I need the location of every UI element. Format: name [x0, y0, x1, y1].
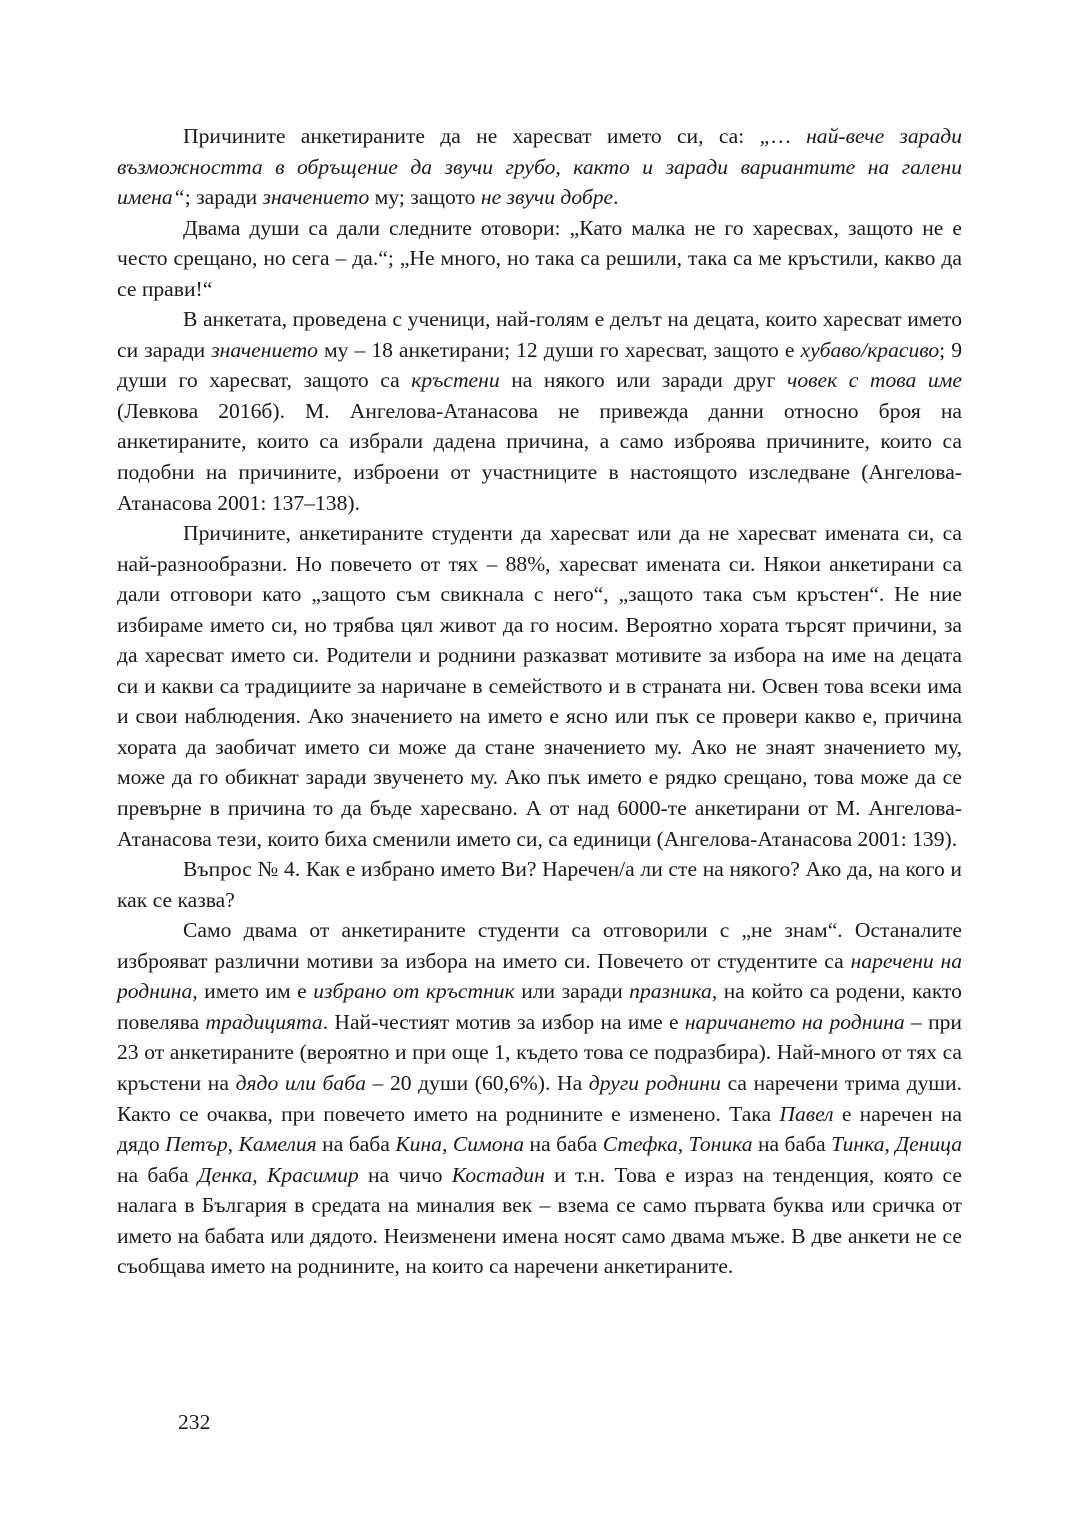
italic-run: не звучи добре: [480, 185, 614, 210]
italic-run: човек с това име: [787, 368, 963, 393]
paragraph: [117, 915, 962, 1282]
text-run: , името им е: [192, 979, 314, 1004]
text-run: – при 23 от анкетираните (вероятно и при още 1, където това се подразбира). Най-много от тях са кръстени на: [117, 1009, 962, 1095]
italic-run: хубаво/красиво: [800, 337, 940, 362]
text-run: – 20 души (60,6%). На: [365, 1070, 589, 1095]
text-run: Въпрос № 4. Как е избрано името Ви? Наречен/а ли сте на някого? Ако да, на кого и как се казва?: [117, 857, 962, 912]
text-run: на чичо: [358, 1162, 452, 1187]
italic-run: Петър: [165, 1132, 228, 1157]
paragraph: [117, 854, 962, 915]
text-run: .: [613, 185, 619, 210]
text-run: , на който са родени, както повелява: [117, 979, 962, 1034]
paragraph: [117, 121, 962, 213]
body-text: [117, 121, 962, 1282]
text-run: на някого или заради друг: [499, 368, 788, 393]
text-run: Двама души са дали следните отовори: „Като малка не го харесвах, защото не е често срещано, но сега – да.“; „Не много, но така са решили, така са ме кръстили, какво да се прави!“: [117, 215, 962, 301]
text-run: Причините, анкетираните студенти да харесват или да не харесват имената си, са най-разнообразни. Но повечето от тях – 88%, харесват имената си. Някои анкетирани са дали отговори като „защото съм свикнала с него“, „защото така съм кръстен“. Не ние избираме името си, но трябва цял живот да го носим. Вероятно хората търсят причини, за да харесват името си. Родители и роднини разказват мотивите за избора на име на децата си и какви са традициите за наричане в семейството и в страната ни. Освен това всеки има и свои наблюдения. Ако значението на името е ясно или пък се провери какво е, причина хората да заобичат името си може да стане значението му. Ако не знаят значението му, може да го обикнат заради звученето му. Ако пък името е рядко срещано, това може да се превърне в причина то да бъде харесвано. А от над 6000-те анкетирани от М. Ангелова-Атанасова тези, които биха сменили името си, са единици (Ангелова-Атанасова 2001: 139).: [117, 521, 962, 851]
text-run: на баба: [524, 1132, 603, 1157]
page-number: 232: [178, 1410, 211, 1434]
italic-run: наричането на роднина: [684, 1009, 905, 1034]
italic-run: Кина: [395, 1132, 442, 1157]
text-run: Само двама от анкетираните студенти са отговорили с „не знам“. Останалите изброяват различни мотиви за избора на името си. Повечето от студентите са: [117, 918, 962, 973]
text-run: на баба: [752, 1132, 832, 1157]
italic-run: Камелия: [238, 1132, 317, 1157]
italic-run: Тоника: [688, 1132, 753, 1157]
italic-run: кръстени: [411, 368, 500, 393]
paragraph: [117, 304, 962, 518]
italic-run: „… най-вече заради възможността в обръщение да звучи грубо, както и заради вариантите на галени имена“: [117, 124, 962, 210]
italic-run: дядо или баба: [235, 1070, 366, 1095]
italic-run: Костадин: [451, 1162, 545, 1187]
italic-run: Тинка: [831, 1132, 885, 1157]
italic-run: Денка: [197, 1162, 253, 1187]
italic-run: традицията: [205, 1009, 323, 1034]
italic-run: празника: [629, 979, 712, 1004]
italic-run: Павел: [779, 1101, 834, 1126]
text-run: ; 9 души го харесват, защото са: [117, 337, 962, 393]
italic-run: избрано от кръстник: [313, 979, 515, 1004]
text-run: ; заради: [184, 185, 263, 210]
text-run: Причините анкетираните да не харесват името си, са:: [183, 124, 760, 148]
text-run: му; защото: [369, 185, 481, 210]
text-run: ,: [227, 1132, 239, 1157]
text-run: В анкетата, проведена с ученици, най-голям е делът на децата, които харесват името си заради: [117, 307, 962, 362]
italic-run: Деница: [895, 1132, 963, 1157]
text-run: е наречен на дядо: [117, 1101, 963, 1157]
paragraph: [117, 518, 962, 854]
text-run: на баба: [117, 1162, 198, 1187]
text-run: (Левкова 2016б). М. Ангелова-Атанасова не привежда данни относно броя на анкетираните, които са избрали дадена причина, а само изброява причините, които са подобни на причините, изброени от участниците в настоящото изследване (Ангелова-Атанасова 2001: 137–138).: [117, 398, 962, 515]
paragraph: [117, 213, 962, 305]
italic-run: Стефка: [602, 1132, 678, 1157]
text-run: на баба: [316, 1132, 396, 1157]
text-run: ,: [677, 1132, 689, 1157]
italic-run: наречени на роднина: [117, 948, 962, 1004]
italic-run: значението: [262, 185, 370, 210]
text-run: са наречени трима души. Както се очаква, при повечето името на роднините е изменено. Така: [117, 1070, 962, 1126]
text-run: или заради: [514, 979, 630, 1004]
text-run: му – 18 анкетирани; 12 души го харесват, защото е: [317, 337, 801, 362]
text-run: и т.н. Това е израз на тенденция, която се налага в България в средата на миналия век – взема се само първата буква или сричка от името на бабата или дядото. Неизменени имена носят само двама мъже. В две анкети не се съобщава името на роднините, на които са наречени анкетираните.: [117, 1162, 962, 1279]
italic-run: Красимир: [266, 1162, 359, 1187]
text-run: ,: [441, 1132, 453, 1157]
italic-run: Симона: [452, 1132, 525, 1157]
text-run: ,: [252, 1162, 267, 1187]
text-run: ,: [884, 1132, 896, 1157]
text-run: . Най-честият мотив за избор на име е: [322, 1009, 685, 1034]
italic-run: значението: [211, 337, 318, 362]
italic-run: други роднини: [588, 1070, 721, 1095]
